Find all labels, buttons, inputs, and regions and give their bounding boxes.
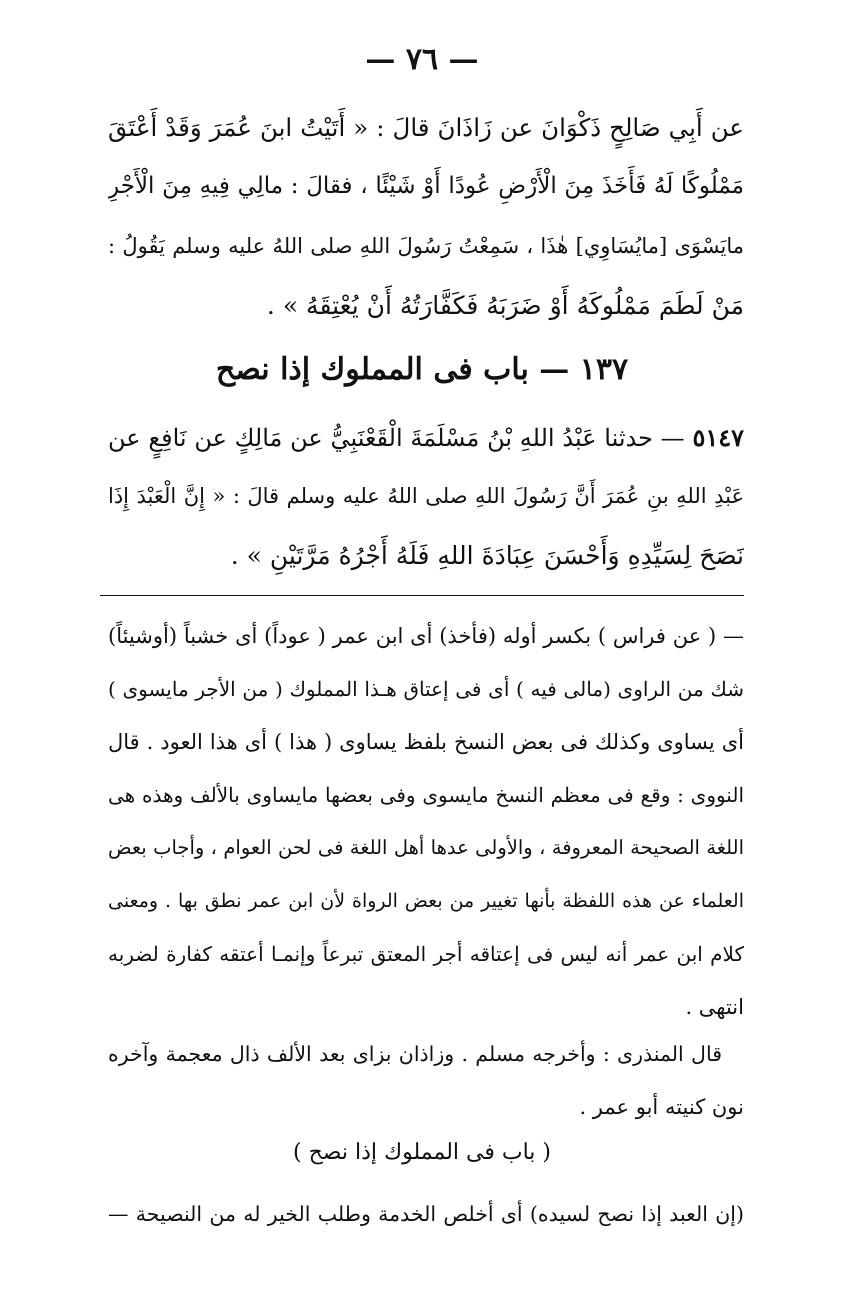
commentary-subheading: ( باب فى المملوك إذا نصح ) [293,1140,551,1165]
page-number: — ٧٦ — [365,42,479,77]
main-text-line: مَمْلُوكًا لَهُ فَأَخَذَ مِنَ الْأَرْضِ عُودًا أَوْ شَيْئًا ، فقالَ : مالِي فِيهِ مِنَ الْأَجْرِ [108,173,744,199]
commentary-line: انتهى . [685,995,744,1019]
mundhiri-line: نون كنيته أبو عمر . [579,1095,744,1119]
main-text-line: مايَسْوَى [مايُسَاوِي] هٰذَا ، سَمِعْتُ رَسُولَ اللهِ صلى اللهُ عليه وسلم يَقُولُ : [108,234,744,258]
hadith-text-line: عَبْدِ اللهِ بنِ عُمَرَ أَنَّ رَسُولَ اللهِ صلى اللهُ عليه وسلم قالَ : « إِنَّ الْعَبْدَ إِذَا [108,484,744,508]
commentary-line: العلماء عن هذه اللفظة بأنها تغيير من بعض الرواة لأن ابن عمر نطق بها . ومعنى [108,890,744,912]
chapter-heading: ١٣٧ — باب فى المملوك إذا نصح [215,352,629,387]
commentary-last-line: (إن العبد إذا نصح لسيده) أى أخلص الخدمة وطلب الخير له من النصيحة — [108,1202,744,1226]
commentary-line: أى يساوى وكذلك فى بعض النسخ بلفظ يساوى ( هذا ) أى هذا العود . قال [108,730,744,754]
commentary-line: شك من الراوى (مالى فيه ) أى فى إعتاق هـذا المملوك ( من الأجر مايسوى ) [108,677,744,701]
footnote-divider [100,595,744,596]
commentary-line: كلام ابن عمر أنه ليس فى إعتاقه أجر المعتق تبرعاً وإنمـا أعتقه كفارة لضربه [108,942,744,966]
hadith-text-line: نَصَحَ لِسَيِّدِهِ وَأَحْسَنَ عِبَادَةَ اللهِ فَلَهُ أَجْرُهُ مَرَّتَيْنِ » . [230,541,744,570]
commentary-line: النووى : وقع فى معظم النسخ مايسوى وفى بعضها مايساوى بالألف وهذه هى [108,783,744,807]
main-text-line: عن أَبِي صَالِحٍ ذَكْوَانَ عن زَاذَانَ قالَ : « أَتَيْتُ ابنَ عُمَرَ وَقَدْ أَعْتَقَ [108,113,744,142]
commentary-line: اللغة الصحيحة المعروفة ، والأولى عدها أهل اللغة فى لحن العوام ، وأجاب بعض [108,836,744,859]
commentary-line: — ( عن فراس ) بكسر أوله (فأخذ) أى ابن عمر ( عوداً) أى خشباً (أوشيئاً) [108,624,744,648]
main-text-line: مَنْ لَطَمَ مَمْلُوكَهُ أَوْ ضَرَبَهُ فَكَفَّارَتُهُ أَنْ يُعْتِقَهُ » . [266,291,744,320]
hadith-opening-line [108,412,744,464]
mundhiri-line: قال المنذرى : وأخرجه مسلم . وزاذان بزاى بعد الألف ذال معجمة وآخره [108,1042,722,1066]
hadith-number: ٥١٤٧ [692,423,744,452]
hadith-opening-text: — حدثنا عَبْدُ اللهِ بْنُ مَسْلَمَةَ الْقَعْنَبِيُّ عن مَالِكٍ عن نَافِعٍ عن [108,424,685,452]
